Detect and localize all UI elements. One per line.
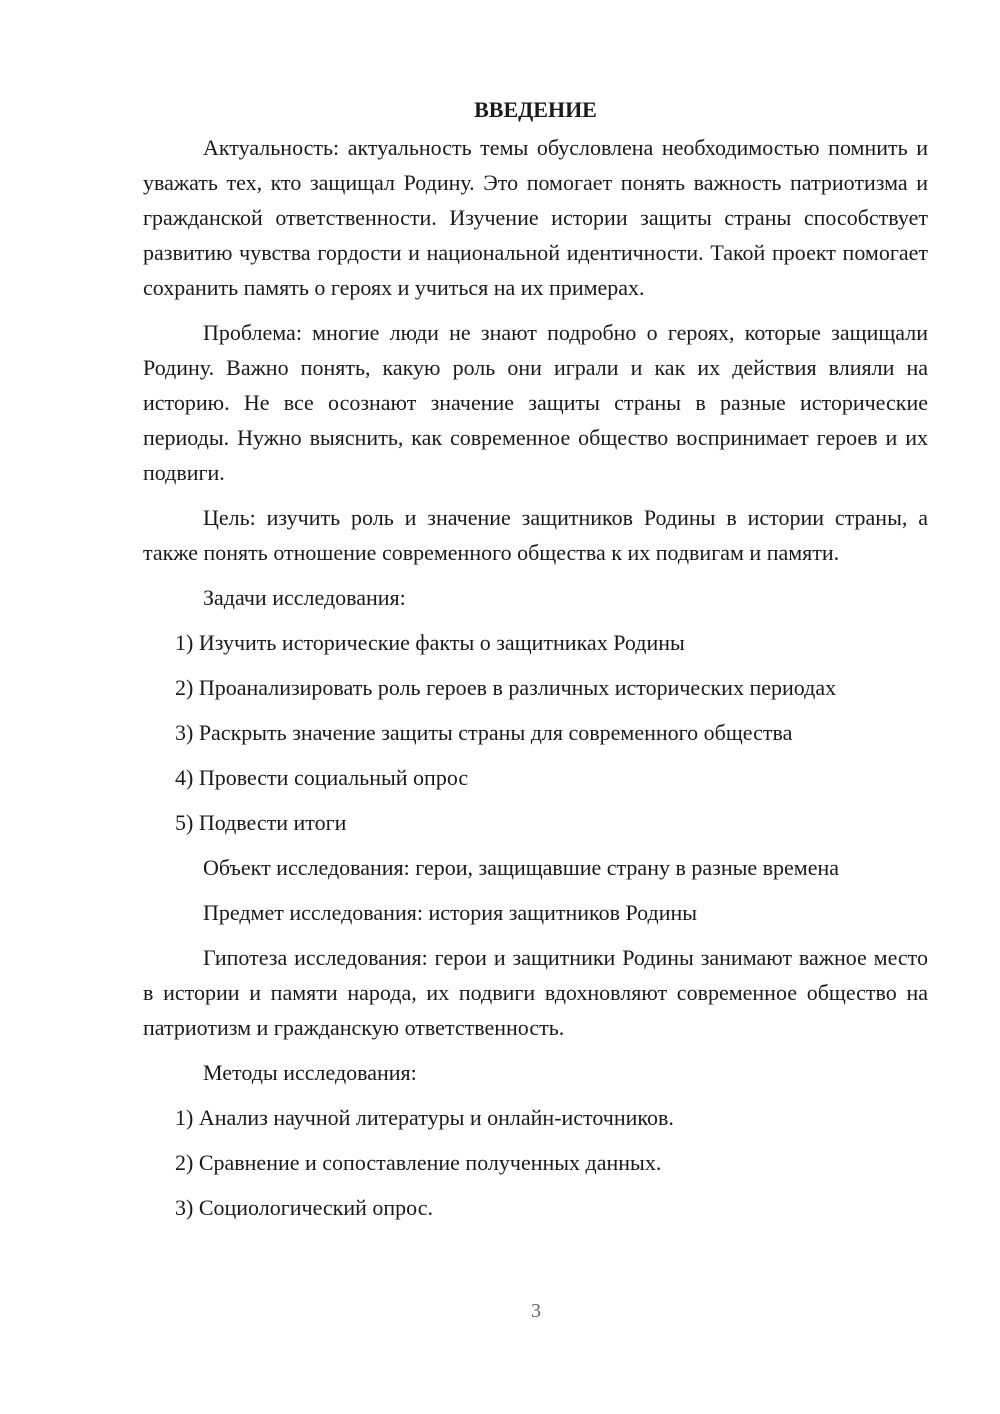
task-item: 4) Провести социальный опрос <box>175 765 469 790</box>
task-item: 3) Раскрыть значение защиты страны для современного общества <box>175 720 793 745</box>
page-content <box>143 92 928 1235</box>
method-item: 3) Социологический опрос. <box>175 1195 433 1220</box>
section-title: ВВЕДЕНИЕ <box>474 97 597 122</box>
subject-paragraph: Предмет исследования: история защитников Родины <box>203 900 698 925</box>
page-number: 3 <box>531 1300 541 1322</box>
goal-paragraph: Цель: изучить роль и значение защитников Родины в истории страны, а также понять отношение современного общества к их подвигам и памяти. <box>143 505 928 565</box>
problem-paragraph: Проблема: многие люди не знают подробно о героях, которые защищали Родину. Важно понять, какую роль они играли и как их действия влияли на историю. Не все осознают значение защиты страны в разные исторические периоды. Нужно выяснить, как современное общество воспринимает героев и их подвиги. <box>143 320 928 485</box>
task-item: 1) Изучить исторические факты о защитниках Родины <box>175 630 685 655</box>
method-item: 2) Сравнение и сопоставление полученных данных. <box>175 1150 662 1175</box>
object-paragraph: Объект исследования: герои, защищавшие страну в разные времена <box>203 855 840 880</box>
methods-heading: Методы исследования: <box>203 1060 417 1085</box>
hypothesis-paragraph: Гипотеза исследования: герои и защитники Родины занимают важное место в истории и памяти народа, их подвиги вдохновляют современное общество на патриотизм и гражданскую ответственность. <box>143 945 928 1040</box>
task-item: 2) Проанализировать роль героев в различных исторических периодах <box>175 675 837 700</box>
relevance-paragraph: Актуальность: актуальность темы обусловлена необходимостью помнить и уважать тех, кто защищал Родину. Это помогает понять важность патриотизма и гражданской ответственности. Изучение истории защиты страны способствует развитию чувства гордости и национальной идентичности. Такой проект помогает сохранить память о героях и учиться на их примерах. <box>143 135 928 300</box>
task-item: 5) Подвести итоги <box>175 810 347 835</box>
tasks-heading: Задачи исследования: <box>203 585 406 610</box>
method-item: 1) Анализ научной литературы и онлайн-источников. <box>175 1105 674 1130</box>
